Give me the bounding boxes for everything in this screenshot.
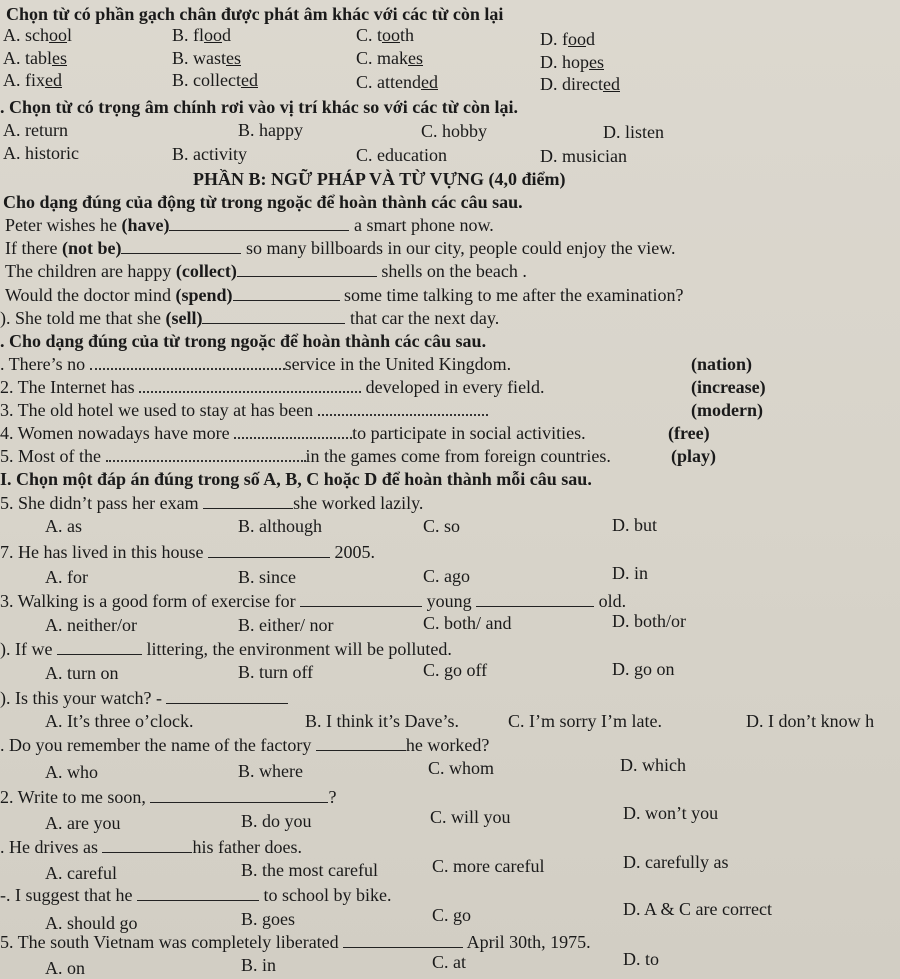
s4-item-2-word: (increase) bbox=[691, 377, 766, 397]
s4-item-1-word: (nation) bbox=[691, 354, 753, 374]
s5-q8-blank[interactable] bbox=[102, 838, 192, 853]
s5-q5-optD[interactable]: D. I don’t know h bbox=[746, 711, 875, 731]
s1-r0-optA: A. school bbox=[3, 25, 73, 45]
s5-q7-blank[interactable] bbox=[150, 788, 328, 803]
s4-heading: . Cho dạng đúng của từ trong ngoặc để hoàn thành các câu sau. bbox=[0, 331, 487, 351]
s5-q9: -. I suggest that he to school by bike. bbox=[0, 885, 392, 905]
s3-item-3: The children are happy (collect) shells on the beach . bbox=[5, 261, 527, 281]
s5-q9-blank[interactable] bbox=[137, 886, 259, 901]
s3-item-2-blank[interactable] bbox=[121, 239, 241, 254]
s3-heading: Cho dạng đúng của động từ trong ngoặc để hoàn thành các câu sau. bbox=[3, 192, 523, 212]
s5-q8-optA[interactable]: A. careful bbox=[45, 863, 117, 883]
s5-q4-optC[interactable]: C. go off bbox=[423, 660, 488, 680]
s5-q6-optC[interactable]: C. whom bbox=[428, 758, 495, 778]
s5-q10: 5. The south Vietnam was completely liberated April 30th, 1975. bbox=[0, 932, 591, 952]
s2-r1-optC: C. education bbox=[356, 145, 447, 165]
s5-q10-blank[interactable] bbox=[343, 933, 463, 948]
s1-r2-optB: B. collected bbox=[172, 70, 258, 90]
s4-item-1-blank[interactable] bbox=[90, 354, 285, 370]
s5-q3-optC[interactable]: C. both/ and bbox=[423, 613, 512, 633]
s2-r1-optB: B. activity bbox=[172, 144, 247, 164]
s5-q5: ). Is this your watch? - bbox=[0, 687, 288, 709]
s4-item-2-blank[interactable] bbox=[139, 377, 361, 393]
s1-r0-optC: C. tooth bbox=[356, 25, 415, 45]
s5-q1: 5. She didn’t pass her exam she worked lazily. bbox=[0, 493, 424, 513]
s5-q9-optD[interactable]: D. A & C are correct bbox=[623, 899, 772, 919]
s4-item-3-word: (modern) bbox=[691, 400, 763, 420]
s5-q3-optB[interactable]: B. either/ nor bbox=[238, 615, 334, 635]
s5-q6-blank[interactable] bbox=[316, 736, 406, 751]
s5-q9-optB[interactable]: B. goes bbox=[241, 909, 295, 929]
s5-q1-optA[interactable]: A. as bbox=[45, 516, 82, 536]
s5-q9-optA[interactable]: A. should go bbox=[45, 913, 138, 933]
s5-q7-optC[interactable]: C. will you bbox=[430, 807, 511, 827]
s3-item-3-blank[interactable] bbox=[237, 262, 377, 277]
s5-q8: . He drives as his father does. bbox=[0, 837, 302, 857]
s2-r1-optD: D. musician bbox=[540, 146, 627, 166]
s5-q3-optD[interactable]: D. both/or bbox=[612, 611, 686, 631]
s5-q3-optA[interactable]: A. neither/or bbox=[45, 615, 137, 635]
s4-item-5-blank[interactable] bbox=[106, 446, 306, 462]
s1-r0-optD: D. food bbox=[540, 29, 595, 49]
s4-item-4-word: (free) bbox=[668, 423, 710, 443]
s5-q4-optA[interactable]: A. turn on bbox=[45, 663, 119, 683]
s5-q5-blank[interactable] bbox=[166, 689, 288, 704]
s5-heading: I. Chọn một đáp án đúng trong số A, B, C hoặc D để hoàn thành mỗi câu sau. bbox=[0, 469, 592, 489]
s1-r1-optC: C. makes bbox=[356, 48, 423, 68]
s5-q1-optC[interactable]: C. so bbox=[423, 516, 461, 536]
s1-r2-optD: D. directed bbox=[540, 74, 620, 94]
s1-r2-optC: C. attended bbox=[356, 72, 438, 92]
s4-item-3-blank[interactable] bbox=[318, 400, 488, 416]
s5-q3-blank1[interactable] bbox=[300, 592, 422, 607]
s5-q3-blank2[interactable] bbox=[476, 592, 594, 607]
s5-q7-optD[interactable]: D. won’t you bbox=[623, 803, 719, 823]
s5-q6-optD[interactable]: D. which bbox=[620, 755, 686, 775]
s5-q8-optC[interactable]: C. more careful bbox=[432, 856, 545, 876]
s3-item-5-blank[interactable] bbox=[202, 309, 345, 324]
s5-q2-optC[interactable]: C. ago bbox=[423, 566, 470, 586]
s4-item-5: 5. Most of the in the games come from foreign countries. bbox=[0, 446, 611, 466]
s5-q1-blank[interactable] bbox=[203, 494, 293, 509]
s1-r0-optB: B. flood bbox=[172, 25, 232, 45]
s5-q1-optD[interactable]: D. but bbox=[612, 515, 657, 535]
s5-q2-optD[interactable]: D. in bbox=[612, 563, 648, 583]
s1-heading: Chọn từ có phần gạch chân được phát âm khác với các từ còn lại bbox=[6, 4, 504, 24]
s4-item-5-word: (play) bbox=[671, 446, 716, 466]
s5-q2-optA[interactable]: A. for bbox=[45, 567, 88, 587]
s4-item-1: . There’s no service in the United Kingdom. bbox=[0, 354, 512, 374]
s5-q7-optB[interactable]: B. do you bbox=[241, 811, 312, 831]
s3-item-4: Would the doctor mind (spend) some time talking to me after the examination? bbox=[5, 285, 684, 305]
s2-r0-optB: B. happy bbox=[238, 120, 303, 140]
s4-item-4: 4. Women nowadays have more to participate in social activities. bbox=[0, 423, 586, 443]
s5-q4-optD[interactable]: D. go on bbox=[612, 659, 675, 679]
s5-q6: . Do you remember the name of the factory he worked? bbox=[0, 735, 490, 755]
s5-q2: 7. He has lived in this house 2005. bbox=[0, 542, 375, 562]
s5-q8-optD[interactable]: D. carefully as bbox=[623, 852, 729, 872]
s4-item-2: 2. The Internet has developed in every field. bbox=[0, 377, 545, 397]
s1-r1-optB: B. wastes bbox=[172, 48, 241, 68]
s5-q5-optA[interactable]: A. It’s three o’clock. bbox=[45, 711, 194, 731]
s5-q10-optB[interactable]: B. in bbox=[241, 955, 277, 975]
s5-q5-optC[interactable]: C. I’m sorry I’m late. bbox=[508, 711, 662, 731]
s5-q3: 3. Walking is a good form of exercise for young old. bbox=[0, 591, 627, 611]
part-b-title: PHẦN B: NGỮ PHÁP VÀ TỪ VỰNG (4,0 điểm) bbox=[193, 169, 566, 189]
s5-q8-optB[interactable]: B. the most careful bbox=[241, 860, 378, 880]
s5-q4-blank[interactable] bbox=[57, 640, 142, 655]
s5-q6-optB[interactable]: B. where bbox=[238, 761, 303, 781]
s2-r0-optD: D. listen bbox=[603, 122, 664, 142]
s3-item-1: Peter wishes he (have) a smart phone now. bbox=[5, 215, 494, 235]
s5-q10-optD[interactable]: D. to bbox=[623, 949, 659, 969]
s1-r2-optA: A. fixed bbox=[3, 70, 62, 90]
s5-q6-optA[interactable]: A. who bbox=[45, 762, 98, 782]
s1-r1-optA: A. tables bbox=[3, 48, 67, 68]
s5-q7: 2. Write to me soon, ? bbox=[0, 787, 337, 807]
s4-item-4-blank[interactable] bbox=[234, 423, 352, 439]
s3-item-4-blank[interactable] bbox=[233, 286, 340, 301]
s1-r1-optD: D. hopes bbox=[540, 52, 604, 72]
s4-item-3: 3. The old hotel we used to stay at has been bbox=[0, 399, 488, 421]
s2-r1-optA: A. historic bbox=[3, 143, 79, 163]
s2-r0-optA: A. return bbox=[3, 120, 68, 140]
s5-q1-optB[interactable]: B. although bbox=[238, 516, 322, 536]
s3-item-1-blank[interactable] bbox=[169, 216, 349, 231]
s3-item-2: If there (not be) so many billboards in our city, people could enjoy the view. bbox=[5, 238, 676, 258]
s5-q4: ). If we littering, the environment will be polluted. bbox=[0, 639, 452, 659]
s5-q4-optB[interactable]: B. turn off bbox=[238, 662, 314, 682]
s5-q10-optA[interactable]: A. on bbox=[45, 958, 85, 978]
s2-heading: . Chọn từ có trọng âm chính rơi vào vị trí khác so với các từ còn lại. bbox=[0, 97, 519, 117]
s5-q2-blank[interactable] bbox=[208, 543, 330, 558]
s5-q7-optA[interactable]: A. are you bbox=[45, 813, 121, 833]
s2-r0-optC: C. hobby bbox=[421, 121, 488, 141]
s3-item-5: ). She told me that she (sell) that car the next day. bbox=[0, 308, 500, 328]
s5-q9-optC[interactable]: C. go bbox=[432, 905, 472, 925]
s5-q5-optB[interactable]: B. I think it’s Dave’s. bbox=[305, 711, 459, 731]
s5-q2-optB[interactable]: B. since bbox=[238, 567, 296, 587]
s5-q10-optC[interactable]: C. at bbox=[432, 952, 466, 972]
